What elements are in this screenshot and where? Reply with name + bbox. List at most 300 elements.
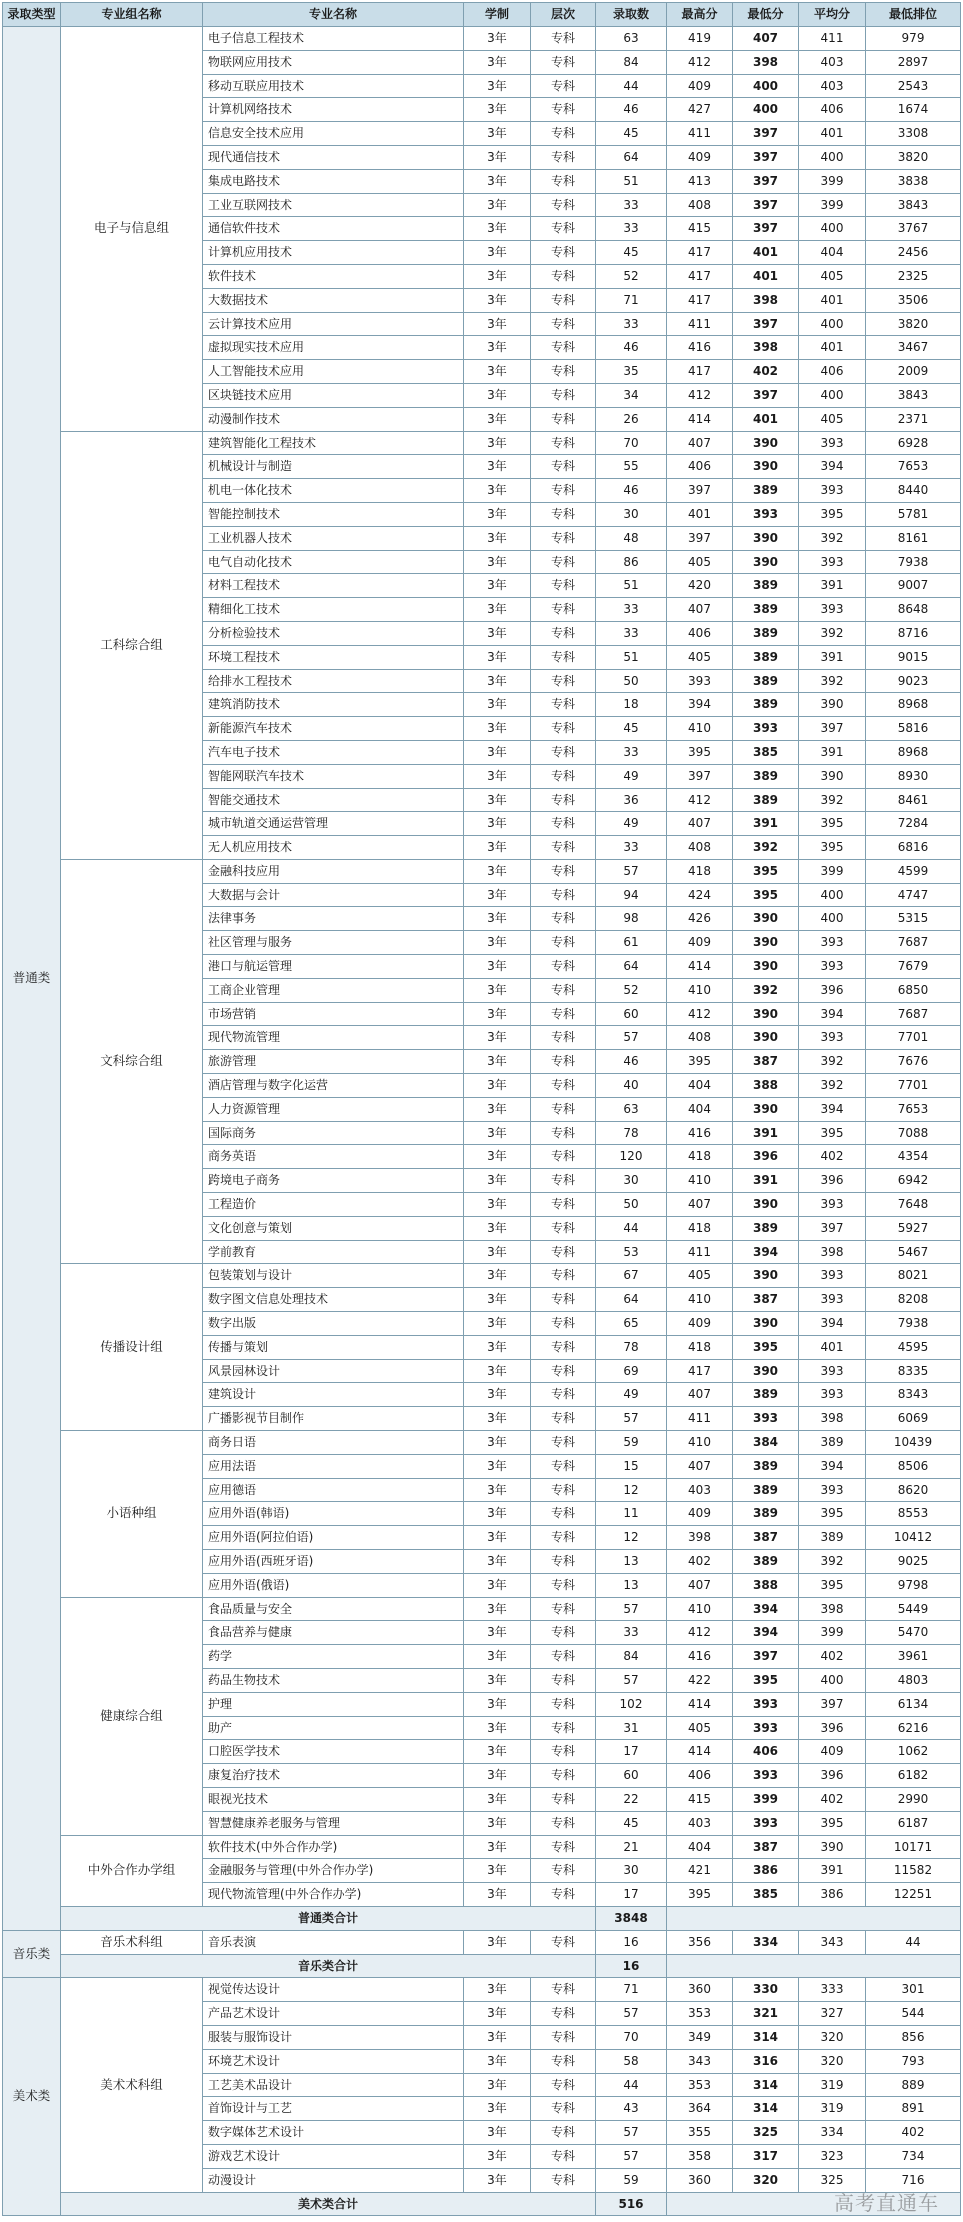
level-cell: 专科 xyxy=(531,383,596,407)
admitted-count-cell: 30 xyxy=(596,1169,667,1193)
min-rank-cell: 3308 xyxy=(866,122,961,146)
major-name-cell: 工业机器人技术 xyxy=(203,526,464,550)
avg-score-cell: 393 xyxy=(799,1359,866,1383)
max-score-cell: 417 xyxy=(667,288,733,312)
major-name-cell: 护理 xyxy=(203,1692,464,1716)
level-cell: 专科 xyxy=(531,1193,596,1217)
min-rank-cell: 9798 xyxy=(866,1573,961,1597)
major-name-cell: 服装与服饰设计 xyxy=(203,2025,464,2049)
avg-score-cell: 343 xyxy=(799,1930,866,1954)
level-cell: 专科 xyxy=(531,2025,596,2049)
min-score-cell: 397 xyxy=(733,217,799,241)
avg-score-cell: 393 xyxy=(799,479,866,503)
level-cell: 专科 xyxy=(531,1978,596,2002)
avg-score-cell: 402 xyxy=(799,1787,866,1811)
major-name-cell: 建筑消防技术 xyxy=(203,693,464,717)
min-score-cell: 385 xyxy=(733,1883,799,1907)
major-name-cell: 传播与策划 xyxy=(203,1335,464,1359)
admitted-count-cell: 52 xyxy=(596,264,667,288)
duration-cell: 3年 xyxy=(464,1645,531,1669)
level-cell: 专科 xyxy=(531,1597,596,1621)
min-score-cell: 389 xyxy=(733,479,799,503)
level-cell: 专科 xyxy=(531,788,596,812)
admitted-count-cell: 12 xyxy=(596,1526,667,1550)
max-score-cell: 398 xyxy=(667,1526,733,1550)
min-rank-cell: 2456 xyxy=(866,241,961,265)
avg-score-cell: 393 xyxy=(799,1383,866,1407)
level-cell: 专科 xyxy=(531,455,596,479)
level-cell: 专科 xyxy=(531,1359,596,1383)
max-score-cell: 405 xyxy=(667,645,733,669)
avg-score-cell: 400 xyxy=(799,217,866,241)
level-cell: 专科 xyxy=(531,1240,596,1264)
min-rank-cell: 12251 xyxy=(866,1883,961,1907)
min-score-cell: 389 xyxy=(733,574,799,598)
avg-score-cell: 401 xyxy=(799,1335,866,1359)
duration-cell: 3年 xyxy=(464,1264,531,1288)
max-score-cell: 413 xyxy=(667,169,733,193)
min-rank-cell: 7679 xyxy=(866,955,961,979)
admitted-count-cell: 120 xyxy=(596,1145,667,1169)
table-row xyxy=(3,1978,961,2002)
min-score-cell: 397 xyxy=(733,1645,799,1669)
min-score-cell: 397 xyxy=(733,122,799,146)
level-cell: 专科 xyxy=(531,1121,596,1145)
min-rank-cell: 5781 xyxy=(866,502,961,526)
admitted-count-cell: 11 xyxy=(596,1502,667,1526)
min-score-cell: 389 xyxy=(733,693,799,717)
max-score-cell: 415 xyxy=(667,1787,733,1811)
min-score-cell: 394 xyxy=(733,1597,799,1621)
min-rank-cell: 2009 xyxy=(866,360,961,384)
admitted-count-cell: 15 xyxy=(596,1454,667,1478)
min-score-cell: 394 xyxy=(733,1240,799,1264)
min-score-cell: 390 xyxy=(733,931,799,955)
admitted-count-cell: 57 xyxy=(596,2121,667,2145)
min-score-cell: 390 xyxy=(733,1312,799,1336)
level-cell: 专科 xyxy=(531,217,596,241)
min-rank-cell: 4747 xyxy=(866,883,961,907)
avg-score-cell: 398 xyxy=(799,1407,866,1431)
duration-cell: 3年 xyxy=(464,1811,531,1835)
group-name-cell: 健康综合组 xyxy=(61,1597,203,1835)
level-cell: 专科 xyxy=(531,145,596,169)
duration-cell: 3年 xyxy=(464,907,531,931)
max-score-cell: 421 xyxy=(667,1859,733,1883)
level-cell: 专科 xyxy=(531,2049,596,2073)
min-rank-cell: 891 xyxy=(866,2097,961,2121)
max-score-cell: 416 xyxy=(667,1645,733,1669)
avg-score-cell: 390 xyxy=(799,764,866,788)
admitted-count-cell: 57 xyxy=(596,859,667,883)
duration-cell: 3年 xyxy=(464,241,531,265)
admitted-count-cell: 33 xyxy=(596,312,667,336)
max-score-cell: 408 xyxy=(667,193,733,217)
min-score-cell: 386 xyxy=(733,1859,799,1883)
min-score-cell: 400 xyxy=(733,74,799,98)
admitted-count-cell: 51 xyxy=(596,574,667,598)
max-score-cell: 409 xyxy=(667,931,733,955)
max-score-cell: 407 xyxy=(667,812,733,836)
major-name-cell: 汽车电子技术 xyxy=(203,740,464,764)
major-name-cell: 口腔医学技术 xyxy=(203,1740,464,1764)
min-score-cell: 325 xyxy=(733,2121,799,2145)
avg-score-cell: 390 xyxy=(799,1835,866,1859)
avg-score-cell: 405 xyxy=(799,407,866,431)
major-name-cell: 环境工程技术 xyxy=(203,645,464,669)
table-row xyxy=(3,859,961,883)
avg-score-cell: 406 xyxy=(799,360,866,384)
level-cell: 专科 xyxy=(531,1859,596,1883)
duration-cell: 3年 xyxy=(464,1002,531,1026)
level-cell: 专科 xyxy=(531,1264,596,1288)
avg-score-cell: 401 xyxy=(799,122,866,146)
min-rank-cell: 8208 xyxy=(866,1288,961,1312)
avg-score-cell: 395 xyxy=(799,836,866,860)
min-score-cell: 314 xyxy=(733,2073,799,2097)
min-rank-cell: 5927 xyxy=(866,1216,961,1240)
avg-score-cell: 327 xyxy=(799,2002,866,2026)
table-row xyxy=(3,1597,961,1621)
duration-cell: 3年 xyxy=(464,2002,531,2026)
min-rank-cell: 8648 xyxy=(866,598,961,622)
major-name-cell: 跨境电子商务 xyxy=(203,1169,464,1193)
min-rank-cell: 5470 xyxy=(866,1621,961,1645)
max-score-cell: 407 xyxy=(667,1193,733,1217)
level-cell: 专科 xyxy=(531,1502,596,1526)
max-score-cell: 397 xyxy=(667,479,733,503)
avg-score-cell: 400 xyxy=(799,145,866,169)
major-name-cell: 数字图文信息处理技术 xyxy=(203,1288,464,1312)
admission-score-table xyxy=(2,2,961,2216)
avg-score-cell: 406 xyxy=(799,98,866,122)
min-score-cell: 320 xyxy=(733,2168,799,2192)
max-score-cell: 408 xyxy=(667,1026,733,1050)
duration-cell: 3年 xyxy=(464,598,531,622)
min-score-cell: 397 xyxy=(733,383,799,407)
min-score-cell: 390 xyxy=(733,907,799,931)
max-score-cell: 360 xyxy=(667,2168,733,2192)
min-score-cell: 397 xyxy=(733,145,799,169)
avg-score-cell: 392 xyxy=(799,1550,866,1574)
admitted-count-cell: 33 xyxy=(596,193,667,217)
min-rank-cell: 7687 xyxy=(866,1002,961,1026)
duration-cell: 3年 xyxy=(464,1359,531,1383)
avg-score-cell: 393 xyxy=(799,598,866,622)
min-score-cell: 392 xyxy=(733,978,799,1002)
major-name-cell: 信息安全技术应用 xyxy=(203,122,464,146)
major-name-cell: 大数据技术 xyxy=(203,288,464,312)
max-score-cell: 404 xyxy=(667,1097,733,1121)
major-name-cell: 通信软件技术 xyxy=(203,217,464,241)
subtotal-row xyxy=(3,1906,961,1930)
admitted-count-cell: 22 xyxy=(596,1787,667,1811)
max-score-cell: 412 xyxy=(667,1002,733,1026)
avg-score-cell: 396 xyxy=(799,1716,866,1740)
level-cell: 专科 xyxy=(531,1097,596,1121)
max-score-cell: 405 xyxy=(667,1264,733,1288)
min-rank-cell: 10171 xyxy=(866,1835,961,1859)
max-score-cell: 402 xyxy=(667,1550,733,1574)
admitted-count-cell: 17 xyxy=(596,1883,667,1907)
min-score-cell: 393 xyxy=(733,1811,799,1835)
major-name-cell: 建筑设计 xyxy=(203,1383,464,1407)
avg-score-cell: 395 xyxy=(799,1121,866,1145)
duration-cell: 3年 xyxy=(464,2025,531,2049)
min-rank-cell: 8343 xyxy=(866,1383,961,1407)
avg-score-cell: 319 xyxy=(799,2073,866,2097)
level-cell: 专科 xyxy=(531,74,596,98)
min-score-cell: 389 xyxy=(733,598,799,622)
duration-cell: 3年 xyxy=(464,264,531,288)
subtotal-row xyxy=(3,2192,961,2216)
avg-score-cell: 393 xyxy=(799,550,866,574)
major-name-cell: 文化创意与策划 xyxy=(203,1216,464,1240)
min-score-cell: 387 xyxy=(733,1050,799,1074)
max-score-cell: 418 xyxy=(667,1145,733,1169)
duration-cell: 3年 xyxy=(464,1312,531,1336)
major-name-cell: 现代物流管理 xyxy=(203,1026,464,1050)
min-score-cell: 401 xyxy=(733,241,799,265)
max-score-cell: 405 xyxy=(667,1716,733,1740)
min-rank-cell: 6182 xyxy=(866,1764,961,1788)
min-rank-cell: 3820 xyxy=(866,312,961,336)
admitted-count-cell: 46 xyxy=(596,336,667,360)
admitted-count-cell: 70 xyxy=(596,2025,667,2049)
avg-score-cell: 394 xyxy=(799,1312,866,1336)
table-row xyxy=(3,1930,961,1954)
min-rank-cell: 6069 xyxy=(866,1407,961,1431)
level-cell: 专科 xyxy=(531,2121,596,2145)
admitted-count-cell: 48 xyxy=(596,526,667,550)
level-cell: 专科 xyxy=(531,526,596,550)
level-cell: 专科 xyxy=(531,98,596,122)
duration-cell: 3年 xyxy=(464,955,531,979)
column-header: 平均分 xyxy=(799,3,866,27)
duration-cell: 3年 xyxy=(464,1978,531,2002)
min-score-cell: 395 xyxy=(733,1335,799,1359)
major-name-cell: 环境艺术设计 xyxy=(203,2049,464,2073)
admitted-count-cell: 60 xyxy=(596,1002,667,1026)
min-score-cell: 393 xyxy=(733,1764,799,1788)
level-cell: 专科 xyxy=(531,1407,596,1431)
admitted-count-cell: 45 xyxy=(596,1811,667,1835)
min-rank-cell: 6216 xyxy=(866,1716,961,1740)
admitted-count-cell: 49 xyxy=(596,1383,667,1407)
min-rank-cell: 402 xyxy=(866,2121,961,2145)
min-score-cell: 400 xyxy=(733,98,799,122)
level-cell: 专科 xyxy=(531,1573,596,1597)
major-name-cell: 工业互联网技术 xyxy=(203,193,464,217)
max-score-cell: 418 xyxy=(667,1216,733,1240)
duration-cell: 3年 xyxy=(464,217,531,241)
max-score-cell: 416 xyxy=(667,1121,733,1145)
column-header: 层次 xyxy=(531,3,596,27)
duration-cell: 3年 xyxy=(464,2097,531,2121)
duration-cell: 3年 xyxy=(464,479,531,503)
avg-score-cell: 394 xyxy=(799,1097,866,1121)
min-rank-cell: 3506 xyxy=(866,288,961,312)
duration-cell: 3年 xyxy=(464,978,531,1002)
max-score-cell: 418 xyxy=(667,1335,733,1359)
admission-type-cell: 美术类 xyxy=(3,1978,61,2216)
admitted-count-cell: 44 xyxy=(596,2073,667,2097)
level-cell: 专科 xyxy=(531,1645,596,1669)
subtotal-row xyxy=(3,1954,961,1978)
level-cell: 专科 xyxy=(531,288,596,312)
min-rank-cell: 6850 xyxy=(866,978,961,1002)
table-row xyxy=(3,1264,961,1288)
avg-score-cell: 405 xyxy=(799,264,866,288)
major-name-cell: 现代物流管理(中外合作办学) xyxy=(203,1883,464,1907)
min-rank-cell: 979 xyxy=(866,27,961,51)
level-cell: 专科 xyxy=(531,1716,596,1740)
avg-score-cell: 395 xyxy=(799,812,866,836)
max-score-cell: 409 xyxy=(667,1312,733,1336)
admitted-count-cell: 50 xyxy=(596,669,667,693)
duration-cell: 3年 xyxy=(464,859,531,883)
avg-score-cell: 393 xyxy=(799,1026,866,1050)
major-name-cell: 应用外语(西班牙语) xyxy=(203,1550,464,1574)
level-cell: 专科 xyxy=(531,241,596,265)
max-score-cell: 407 xyxy=(667,431,733,455)
level-cell: 专科 xyxy=(531,1383,596,1407)
watermark: 高考直通车 xyxy=(834,2191,939,2215)
avg-score-cell: 402 xyxy=(799,1645,866,1669)
duration-cell: 3年 xyxy=(464,550,531,574)
duration-cell: 3年 xyxy=(464,1835,531,1859)
avg-score-cell: 399 xyxy=(799,193,866,217)
major-name-cell: 计算机应用技术 xyxy=(203,241,464,265)
max-score-cell: 406 xyxy=(667,1764,733,1788)
avg-score-cell: 409 xyxy=(799,1740,866,1764)
duration-cell: 3年 xyxy=(464,1383,531,1407)
duration-cell: 3年 xyxy=(464,360,531,384)
duration-cell: 3年 xyxy=(464,764,531,788)
major-name-cell: 国际商务 xyxy=(203,1121,464,1145)
admitted-count-cell: 17 xyxy=(596,1740,667,1764)
admitted-count-cell: 60 xyxy=(596,1764,667,1788)
duration-cell: 3年 xyxy=(464,455,531,479)
min-rank-cell: 7938 xyxy=(866,550,961,574)
major-name-cell: 金融服务与管理(中外合作办学) xyxy=(203,1859,464,1883)
column-header: 最低分 xyxy=(733,3,799,27)
duration-cell: 3年 xyxy=(464,1050,531,1074)
level-cell: 专科 xyxy=(531,598,596,622)
duration-cell: 3年 xyxy=(464,1074,531,1098)
min-rank-cell: 3820 xyxy=(866,145,961,169)
min-rank-cell: 6942 xyxy=(866,1169,961,1193)
max-score-cell: 424 xyxy=(667,883,733,907)
min-score-cell: 393 xyxy=(733,1407,799,1431)
admitted-count-cell: 13 xyxy=(596,1573,667,1597)
min-score-cell: 390 xyxy=(733,431,799,455)
min-score-cell: 396 xyxy=(733,1145,799,1169)
min-score-cell: 390 xyxy=(733,455,799,479)
avg-score-cell: 400 xyxy=(799,883,866,907)
admitted-count-cell: 57 xyxy=(596,1668,667,1692)
admitted-count-cell: 67 xyxy=(596,1264,667,1288)
major-name-cell: 包装策划与设计 xyxy=(203,1264,464,1288)
subtotal-label: 普通类合计 xyxy=(61,1906,596,1930)
subtotal-value: 3848 xyxy=(596,1906,667,1930)
column-header: 学制 xyxy=(464,3,531,27)
min-rank-cell: 6928 xyxy=(866,431,961,455)
avg-score-cell: 394 xyxy=(799,455,866,479)
max-score-cell: 353 xyxy=(667,2002,733,2026)
level-cell: 专科 xyxy=(531,2097,596,2121)
level-cell: 专科 xyxy=(531,693,596,717)
level-cell: 专科 xyxy=(531,2168,596,2192)
min-rank-cell: 4599 xyxy=(866,859,961,883)
min-score-cell: 384 xyxy=(733,1431,799,1455)
max-score-cell: 364 xyxy=(667,2097,733,2121)
avg-score-cell: 333 xyxy=(799,1978,866,2002)
max-score-cell: 407 xyxy=(667,598,733,622)
admitted-count-cell: 49 xyxy=(596,764,667,788)
avg-score-cell: 393 xyxy=(799,955,866,979)
admitted-count-cell: 45 xyxy=(596,717,667,741)
major-name-cell: 动漫制作技术 xyxy=(203,407,464,431)
admission-type-cell: 音乐类 xyxy=(3,1930,61,1978)
min-rank-cell: 10439 xyxy=(866,1431,961,1455)
duration-cell: 3年 xyxy=(464,1216,531,1240)
max-score-cell: 411 xyxy=(667,312,733,336)
avg-score-cell: 396 xyxy=(799,978,866,1002)
major-name-cell: 应用法语 xyxy=(203,1454,464,1478)
level-cell: 专科 xyxy=(531,883,596,907)
duration-cell: 3年 xyxy=(464,526,531,550)
subtotal-value: 16 xyxy=(596,1954,667,1978)
admitted-count-cell: 26 xyxy=(596,407,667,431)
min-score-cell: 389 xyxy=(733,669,799,693)
duration-cell: 3年 xyxy=(464,1668,531,1692)
level-cell: 专科 xyxy=(531,1811,596,1835)
column-header: 最高分 xyxy=(667,3,733,27)
major-name-cell: 市场营销 xyxy=(203,1002,464,1026)
admitted-count-cell: 33 xyxy=(596,836,667,860)
admitted-count-cell: 12 xyxy=(596,1478,667,1502)
min-rank-cell: 8335 xyxy=(866,1359,961,1383)
level-cell: 专科 xyxy=(531,312,596,336)
major-name-cell: 金融科技应用 xyxy=(203,859,464,883)
max-score-cell: 407 xyxy=(667,1573,733,1597)
table-row xyxy=(3,1835,961,1859)
avg-score-cell: 395 xyxy=(799,502,866,526)
major-name-cell: 无人机应用技术 xyxy=(203,836,464,860)
duration-cell: 3年 xyxy=(464,1930,531,1954)
max-score-cell: 409 xyxy=(667,1502,733,1526)
avg-score-cell: 395 xyxy=(799,1573,866,1597)
major-name-cell: 智慧健康养老服务与管理 xyxy=(203,1811,464,1835)
group-name-cell: 电子与信息组 xyxy=(61,27,203,432)
duration-cell: 3年 xyxy=(464,288,531,312)
min-rank-cell: 5315 xyxy=(866,907,961,931)
avg-score-cell: 391 xyxy=(799,645,866,669)
max-score-cell: 419 xyxy=(667,27,733,51)
max-score-cell: 409 xyxy=(667,74,733,98)
admitted-count-cell: 33 xyxy=(596,598,667,622)
level-cell: 专科 xyxy=(531,407,596,431)
avg-score-cell: 394 xyxy=(799,1002,866,1026)
avg-score-cell: 391 xyxy=(799,1859,866,1883)
major-name-cell: 大数据与会计 xyxy=(203,883,464,907)
level-cell: 专科 xyxy=(531,1335,596,1359)
duration-cell: 3年 xyxy=(464,2049,531,2073)
major-name-cell: 数字媒体艺术设计 xyxy=(203,2121,464,2145)
duration-cell: 3年 xyxy=(464,383,531,407)
min-score-cell: 387 xyxy=(733,1526,799,1550)
